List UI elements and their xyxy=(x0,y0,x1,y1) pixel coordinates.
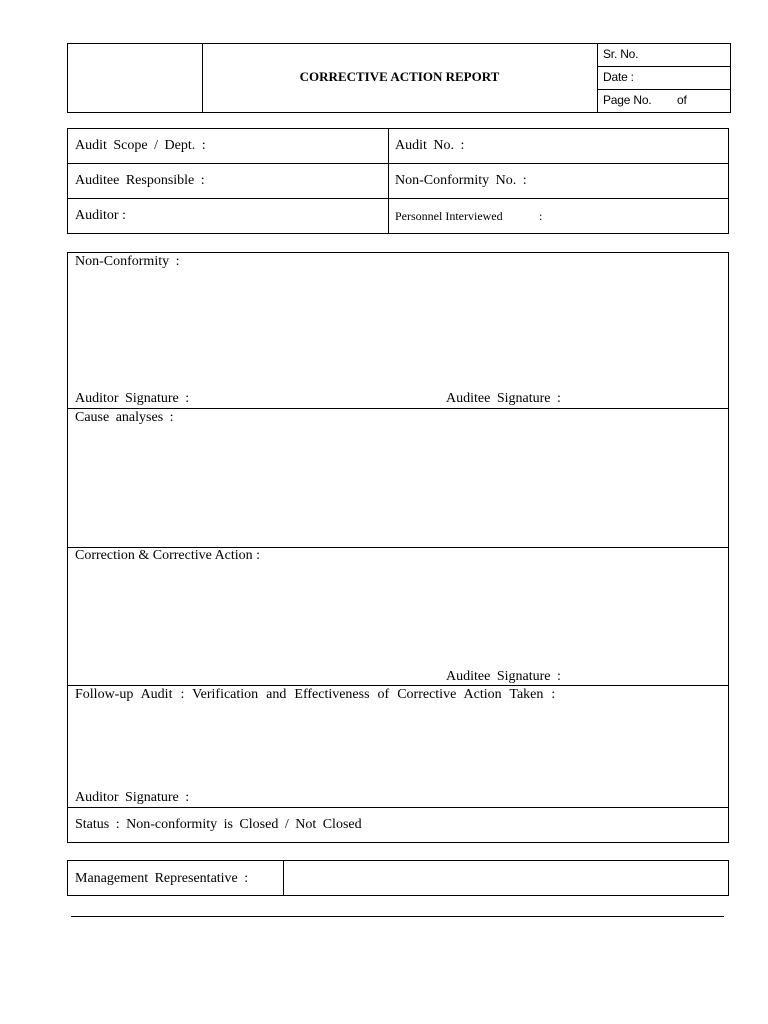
non-conformity-no-label: Non-Conformity No. : xyxy=(395,173,527,188)
auditee-signature-label: Auditee Signature : xyxy=(446,391,561,406)
section-line-3 xyxy=(67,685,729,686)
date-label: Date : xyxy=(603,70,634,84)
page-title: CORRECTIVE ACTION REPORT xyxy=(299,69,500,84)
auditor-signature-label: Auditor Signature : xyxy=(75,391,190,406)
personnel-interviewed-label: Personnel Interviewed xyxy=(395,209,503,223)
management-divider xyxy=(283,860,284,896)
status-label: Status : Non-conformity is Closed / Not Closed xyxy=(75,817,362,832)
personnel-interviewed-colon: : xyxy=(539,209,543,223)
audit-scope-label: Audit Scope / Dept. : xyxy=(75,138,206,153)
auditor-label: Auditor : xyxy=(75,208,126,223)
page-no-label: Page No. xyxy=(603,93,652,107)
header-row-line-2 xyxy=(597,89,731,90)
audit-no-label: Audit No. : xyxy=(395,138,465,153)
follow-up-label: Follow-up Audit : Verification and Effectiveness of Corrective Action Taken : xyxy=(75,687,556,702)
sr-no-label: Sr. No. xyxy=(603,47,639,61)
info-row-line-1 xyxy=(67,163,729,164)
auditee-signature-label-2: Auditee Signature : xyxy=(446,669,561,684)
auditee-responsible-label: Auditee Responsible : xyxy=(75,173,205,188)
section-line-4 xyxy=(67,807,729,808)
cause-analyses-label: Cause analyses : xyxy=(75,410,174,425)
management-representative-label: Management Representative : xyxy=(75,871,249,886)
non-conformity-label: Non-Conformity : xyxy=(75,254,180,269)
auditor-signature-label-2: Auditor Signature : xyxy=(75,790,190,805)
header-divider-right xyxy=(597,43,598,113)
header-row-line-1 xyxy=(597,66,731,67)
bottom-rule xyxy=(71,916,724,917)
section-line-1 xyxy=(67,408,729,409)
correction-label: Correction & Corrective Action : xyxy=(75,548,261,563)
info-divider xyxy=(388,128,389,234)
info-row-line-2 xyxy=(67,198,729,199)
page-of-label: of xyxy=(677,93,687,107)
